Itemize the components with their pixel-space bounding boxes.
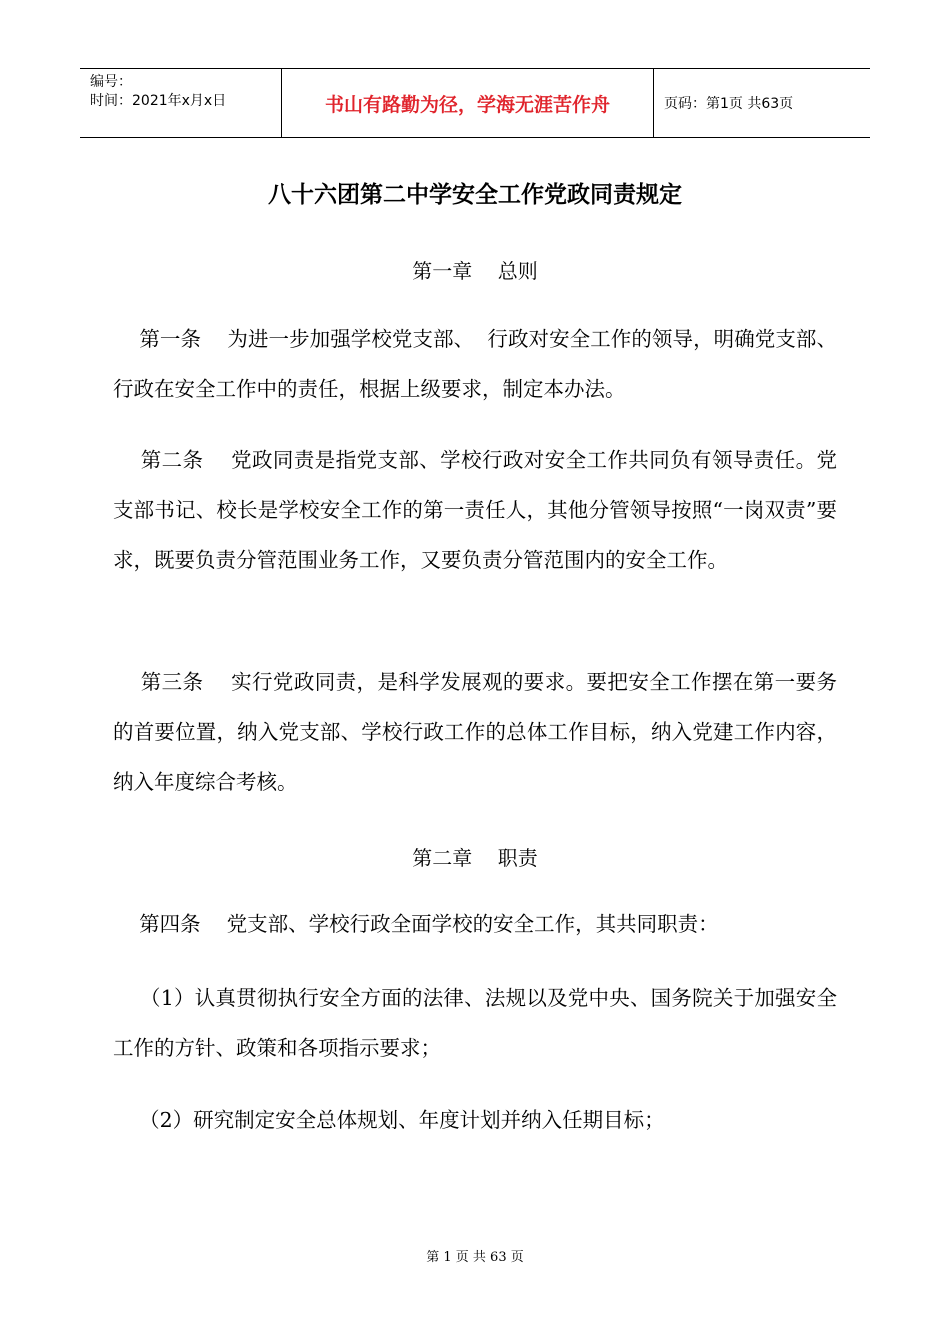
header-date-label: 时间：2021年x月x日 — [90, 93, 227, 109]
header-number-label: 编号： — [90, 74, 132, 90]
article-4: 第四条 党支部、学校行政全面学校的安全工作，其共同职责： — [113, 912, 719, 936]
page-footer: 第 1 页 共 63 页 — [426, 1250, 524, 1265]
header-motto-cell — [282, 69, 654, 137]
article-1: 第一条 为进一步加强学校党支部、 行政对安全工作的领导，明确党支部、行政在安全工作中的责任，根据上级要求，制定本办法。 — [113, 327, 837, 401]
header-meta-cell — [80, 69, 282, 137]
header-motto: 书山有路勤为径，学海无涯苦作舟 — [324, 93, 610, 116]
chapter-heading-1: 第一章 总则 — [412, 259, 538, 283]
article-2: 第二条 党政同责是指党支部、学校行政对安全工作共同负有领导责任。党支部书记、校长是学校安全工作的第一责任人，其他分管领导按照“一岗双责”要求，既要负责分管范围业务工作，又要负责分管范围内的安全工作。 — [113, 448, 837, 572]
list-item-1: （1）认真贯彻执行安全方面的法律、法规以及党中央、国务院关于加强安全工作的方针、政策和各项指示要求； — [113, 986, 837, 1060]
document-title: 八十六团第二中学安全工作党政同责规定 — [268, 182, 682, 208]
header-page-info: 页码：第1页 共63页 — [664, 96, 794, 112]
article-3: 第三条 实行党政同责，是科学发展观的要求。要把安全工作摆在第一要务的首要位置，纳入党支部、学校行政工作的总体工作目标，纳入党建工作内容，纳入年度综合考核。 — [113, 670, 837, 794]
header-page-cell — [654, 69, 870, 137]
chapter-heading-2: 第二章 职责 — [412, 846, 538, 870]
document-header-table — [80, 68, 870, 138]
list-item-2: （2）研究制定安全总体规划、年度计划并纳入任期目标； — [113, 1108, 665, 1132]
